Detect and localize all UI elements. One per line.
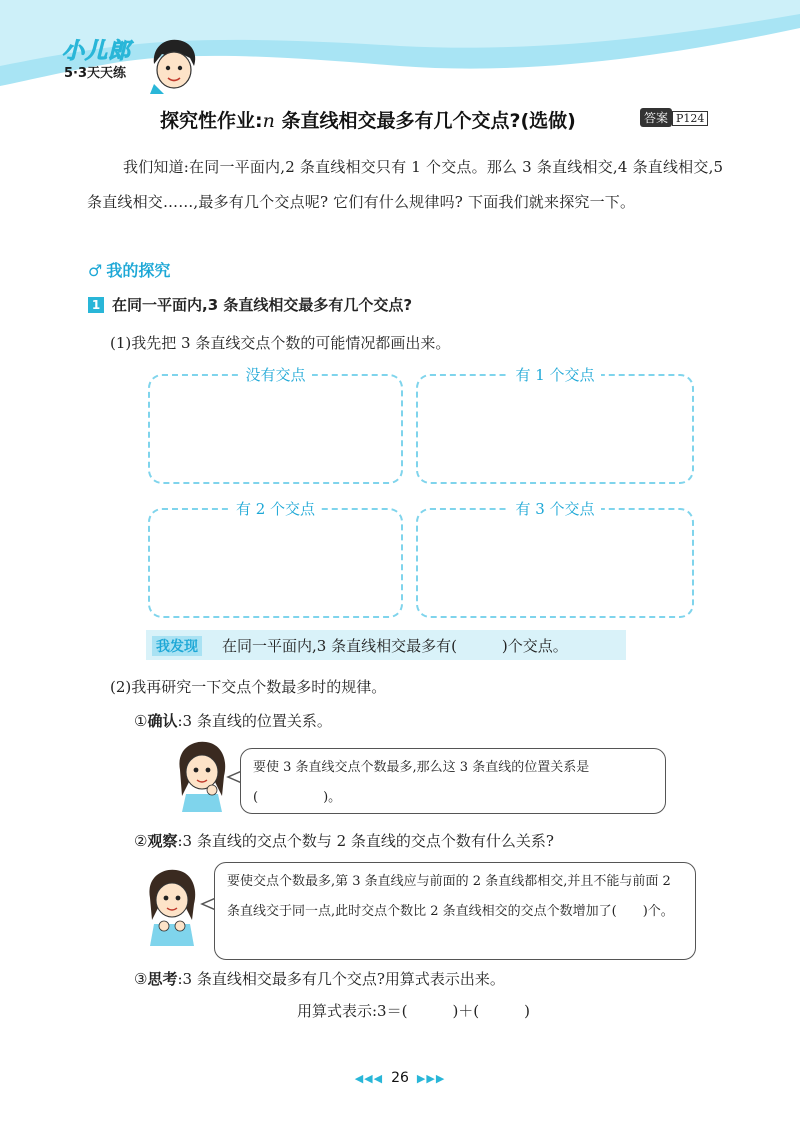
- title-variable: n: [262, 110, 275, 132]
- girl-counting-icon: [142, 868, 202, 946]
- answer-reference: [640, 108, 708, 127]
- question-text: 在同一平面内,3 条直线相交最多有几个交点?: [112, 296, 413, 314]
- box-label: 没有交点: [239, 366, 311, 384]
- intro-paragraph: 我们知道:在同一平面内,2 条直线相交只有 1 个交点。那么 3 条直线相交,4 条直线相交,5 条直线相交……,最多有几个交点呢? 它们有什么规律吗? 下面我们就来探究一下。: [87, 158, 724, 211]
- speech-bubble-2[interactable]: 要使交点个数最多,第 3 条直线应与前面的 2 条直线都相交,并且不能与前面 2 条直线交于同一点,此时交点个数比 2 条直线相交的交点个数增加了( )个。: [214, 862, 696, 960]
- drawing-box-two-intersections[interactable]: [148, 500, 403, 618]
- left-arrows-icon: ◀◀◀: [354, 1072, 384, 1085]
- step-2-text: :3 条直线的交点个数与 2 条直线的交点个数有什么关系?: [177, 832, 554, 850]
- right-arrows-icon: ▶▶▶: [416, 1072, 446, 1085]
- box-label: 有 2 个交点: [230, 500, 321, 518]
- drawing-box-no-intersection[interactable]: [148, 366, 403, 484]
- page-number: 26: [391, 1070, 409, 1086]
- drawing-box-three-intersections[interactable]: [416, 500, 694, 618]
- answer-label: 答案: [640, 108, 672, 127]
- page-footer: [330, 1070, 470, 1086]
- box-label: 有 3 个交点: [509, 500, 600, 518]
- step-3-label: 思考: [147, 970, 178, 988]
- step-1-text: :3 条直线的位置关系。: [177, 712, 332, 730]
- formula-line[interactable]: 用算式表示:3＝( )＋( ): [297, 1002, 531, 1020]
- discovery-tag: 我发现: [152, 636, 202, 656]
- part-1-instruction: (1)我先把 3 条直线交点个数的可能情况都画出来。: [110, 334, 451, 352]
- step-2: [134, 830, 554, 851]
- logo-title: 小儿郎: [62, 39, 132, 64]
- answer-page: P124: [672, 111, 708, 126]
- section-title: 我的探究: [106, 261, 171, 280]
- page-title: [160, 106, 576, 133]
- step-1-label: 确认: [147, 712, 178, 730]
- step-1: [134, 710, 332, 731]
- section-heading: [88, 258, 170, 281]
- step-3-number: ③: [134, 970, 148, 988]
- discovery-text[interactable]: 在同一平面内,3 条直线相交最多有( )个交点。: [222, 637, 568, 655]
- part-2-instruction: (2)我再研究一下交点个数最多时的规律。: [110, 678, 387, 696]
- girl-thinking-icon: [172, 740, 232, 812]
- speech-bubble-1[interactable]: 要使 3 条直线交点个数最多,那么这 3 条直线的位置关系是( )。: [240, 748, 666, 814]
- boy-mascot-icon: [146, 36, 202, 96]
- question-number: 1: [88, 297, 104, 313]
- drawing-box-one-intersection[interactable]: [416, 366, 694, 484]
- discovery-box: [146, 630, 626, 660]
- step-3: [134, 968, 505, 989]
- step-3-text: :3 条直线相交最多有几个交点?用算式表示出来。: [177, 970, 505, 988]
- step-1-number: ①: [134, 712, 148, 730]
- step-2-number: ②: [134, 832, 148, 850]
- logo-subtitle: 5·3天天练: [64, 66, 127, 81]
- question-1: [88, 294, 412, 315]
- title-prefix: 探究性作业:: [160, 110, 263, 132]
- magnifier-icon: ♂: [88, 261, 103, 280]
- box-label: 有 1 个交点: [509, 366, 600, 384]
- step-2-label: 观察: [147, 832, 178, 850]
- title-main: 条直线相交最多有几个交点?(选做): [274, 110, 576, 132]
